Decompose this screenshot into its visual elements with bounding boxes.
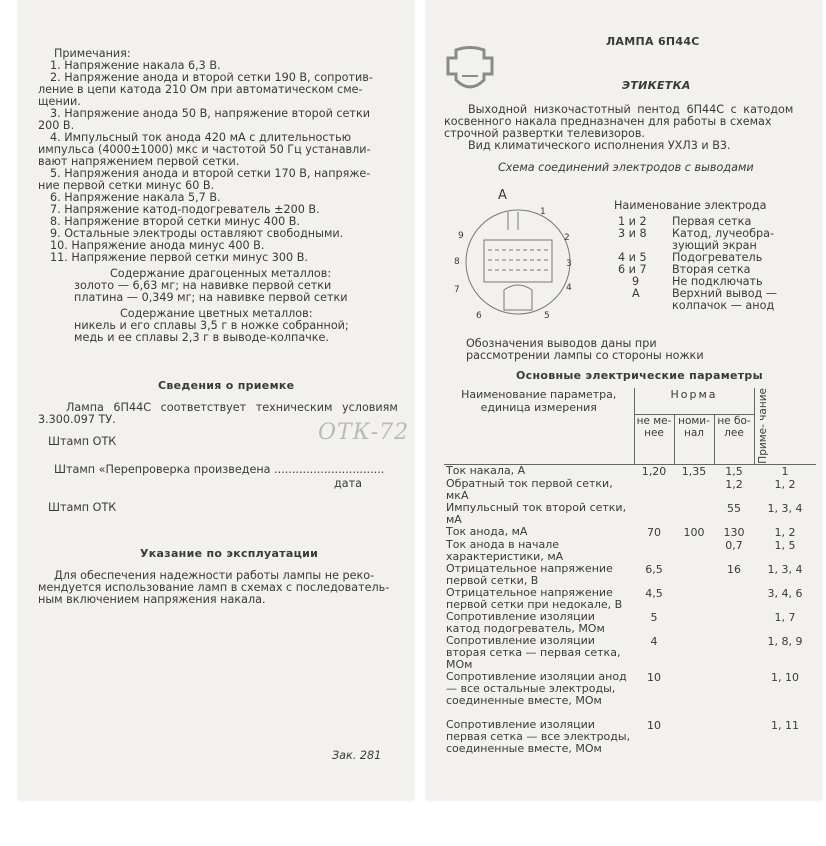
pin-note-line: Обозначения выводов даны при (466, 337, 657, 350)
header-norma: Норма (634, 388, 754, 415)
handwritten-otk: ОТК-72 (318, 420, 410, 445)
cell-max (714, 587, 754, 611)
params-table (444, 388, 816, 767)
electrode-name: Подогреватель (672, 251, 763, 264)
usage-line: Для обеспечения надежности работы лампы не реко- (54, 569, 375, 582)
electrode-name: зующий экран (672, 239, 757, 252)
cell-nom (674, 587, 714, 611)
cell-name: Сопротивление изоляции первая сетка — все электроды, соединенные вместе, МОм (446, 717, 631, 755)
electrode-pins: 9 (632, 275, 640, 288)
table-row (444, 587, 816, 611)
cell-name: Ток анода в начале характеристики, мА (446, 537, 564, 563)
intro-line: строчной развертки телевизоров. (444, 127, 645, 140)
cell-min: 4 (650, 634, 658, 648)
cell-note: 1 (781, 464, 789, 478)
cell-nom (674, 671, 714, 719)
note-line: 7. Напряжение катод-подогреватель ±200 В. (50, 203, 320, 216)
table-row (444, 563, 816, 587)
table-row (444, 539, 816, 563)
pin-label: 5 (544, 311, 550, 321)
cell-nom: 100 (683, 525, 705, 539)
table-row (444, 478, 816, 502)
cell-min: 4,5 (645, 586, 663, 600)
pin-label: 9 (458, 231, 464, 241)
note-line: вают напряжением первой сетки. (38, 155, 240, 168)
pin-note-line: рассмотрении лампы со стороны ножки (466, 349, 704, 362)
cell-note: 1, 7 (774, 610, 796, 624)
cell-max (714, 635, 754, 671)
table-row (444, 502, 816, 526)
cell-max: 0,7 (725, 538, 743, 552)
table-row (444, 464, 816, 478)
cell-name: Сопротивление изоляции вторая сетка — первая сетка, МОм (446, 633, 621, 671)
header-max: не бо- лее (714, 415, 754, 464)
order-number: Зак. 281 (332, 749, 382, 762)
header-nom: номи- нал (674, 415, 714, 464)
cell-name: Импульсный ток второй сетки, мА (446, 500, 627, 526)
cell-nom (674, 478, 714, 502)
cell-nom: 1,35 (681, 464, 707, 478)
tube-logo-icon (442, 46, 498, 96)
note-line: 10. Напряжение анода минус 400 В. (50, 239, 265, 252)
electrode-name: колпачок — анод (672, 299, 775, 312)
intro-line: Выходной низкочастотный пентод 6П44С с катодом (468, 103, 794, 116)
right-page (426, 0, 822, 800)
cell-max: 1,2 (725, 477, 743, 491)
note-line: 11. Напряжение первой сетки минус 300 В. (50, 251, 308, 264)
cell-min: 70 (647, 525, 661, 539)
cell-note: 1, 3, 4 (767, 501, 803, 515)
note-line: 1. Напряжение накала 6,3 В. (50, 59, 221, 72)
stamp-otk-2: Штамп ОТК (48, 501, 117, 514)
note-line: ление в цепи катода 210 Ом при автоматическом сме- (38, 83, 363, 96)
electrode-pins: 1 и 2 (618, 215, 647, 228)
date-label: дата (334, 477, 362, 490)
electrode-name: Первая сетка (672, 215, 752, 228)
header-min: не ме- нее (634, 415, 674, 464)
usage-title: Указание по эксплуатации (140, 547, 319, 560)
cell-note: 1, 2 (774, 525, 796, 539)
label-title: ЭТИКЕТКА (622, 79, 691, 92)
nonferrous-line: никель и его сплавы 3,5 г в ножке собранной; (74, 319, 349, 332)
cell-min (634, 539, 674, 563)
notes-title: Примечания: (54, 47, 131, 60)
cell-max: 1,5 (725, 464, 743, 478)
usage-line: мендуется использование ламп в схемах с последователь- (38, 581, 390, 594)
cell-name: Ток накала, А (446, 463, 526, 477)
pin-label: 1 (540, 207, 546, 217)
cell-name: Сопротивление изоляции катод подогреватель, МОм (446, 609, 605, 635)
precious-line: платина — 0,349 мг; на навивке первой сетки (74, 291, 348, 304)
tube-title: ЛАМПА 6П44С (606, 35, 700, 48)
cell-note: 1, 11 (771, 718, 799, 732)
electrode-name: Катод, лучеобра- (672, 227, 775, 240)
cell-name: Ток анода, мА (446, 524, 528, 538)
params-title: Основные электрические параметры (516, 369, 763, 382)
cell-nom (674, 719, 714, 767)
electrode-pins: А (632, 287, 640, 300)
cell-max: 130 (723, 525, 745, 539)
precious-title: Содержание драгоценных металлов: (110, 267, 332, 280)
cell-name: Обратный ток первой сетки, мкА (446, 476, 613, 502)
cell-max: 16 (727, 562, 741, 576)
cell-min (634, 502, 674, 526)
note-line: щении. (38, 95, 81, 108)
cell-note: 1, 2 (774, 477, 796, 491)
acceptance-line: 3.300.097 ТУ. (38, 413, 116, 426)
cell-note: 1, 10 (771, 670, 799, 684)
note-line: 2. Напряжение анода и второй сетки 190 В, сопротив- (50, 71, 373, 84)
cell-nom (674, 539, 714, 563)
note-line: импульса (4000±1000) мкс и частотой 50 Гц устанавли- (38, 143, 371, 156)
table-row (444, 611, 816, 635)
cell-min: 5 (650, 610, 658, 624)
stamp-otk: Штамп ОТК (48, 435, 117, 448)
electrode-header: Наименование электрода (614, 199, 767, 212)
acceptance-title: Сведения о приемке (158, 379, 295, 392)
pin-label: 2 (564, 233, 570, 243)
electrode-name: Вторая сетка (672, 263, 751, 276)
cell-note: 1, 5 (774, 538, 796, 552)
params-body (444, 464, 816, 767)
precious-line: золото — 6,63 мг; на навивке первой сетки (74, 279, 332, 292)
header-note-cell (754, 388, 816, 464)
cell-min: 10 (647, 670, 661, 684)
table-row (444, 526, 816, 539)
pin-label: 3 (566, 259, 572, 269)
cell-max (714, 719, 754, 767)
header-param-name: Наименование параметра, единица измерения (444, 388, 634, 464)
electrode-pins: 6 и 7 (618, 263, 647, 276)
pin-label: 6 (476, 311, 482, 321)
cell-min: 1,20 (641, 464, 667, 478)
note-line: 5. Напряжения анода и второй сетки 170 В, напряже- (50, 167, 371, 180)
cell-min: 10 (647, 718, 661, 732)
cell-note: 1, 8, 9 (767, 634, 803, 648)
cell-max (714, 611, 754, 635)
pin-diagram (448, 190, 588, 330)
table-row (444, 719, 816, 767)
intro-line: косвенного накала предназначен для работы в схемах (444, 115, 772, 128)
cell-name: Сопротивление изоляции анод — все остальные электроды, соединенные вместе, МОм (446, 669, 627, 707)
nonferrous-line: медь и ее сплавы 2,3 г в выводе-колпачке. (74, 331, 329, 344)
cell-name: Отрицательное напряжение первой сетки, В (446, 561, 613, 587)
header-note: Приме- чание (756, 388, 769, 464)
left-page (18, 0, 414, 800)
pin-label: 7 (454, 285, 460, 295)
note-line: 6. Напряжение накала 5,7 В. (50, 191, 221, 204)
note-line: 8. Напряжение второй сетки минус 400 В. (50, 215, 300, 228)
acceptance-line: Лампа 6П44С соответствует техническим условиям (66, 401, 398, 414)
cell-max (714, 671, 754, 719)
note-line: ние первой сетки минус 60 В. (38, 179, 215, 192)
nonferrous-title: Содержание цветных металлов: (120, 307, 313, 320)
note-line: 200 В. (38, 119, 75, 132)
electrode-pins: 3 и 8 (618, 227, 647, 240)
note-line: 4. Импульсный ток анода 420 мА с длительностью (50, 131, 352, 144)
anode-letter: А (498, 188, 507, 203)
electrode-pins: 4 и 5 (618, 251, 647, 264)
usage-line: ным включением напряжения накала. (38, 593, 266, 606)
cell-note: 3, 4, 6 (767, 586, 803, 600)
note-line: 9. Остальные электроды оставляют свободными. (50, 227, 344, 240)
pin-label: 8 (454, 257, 460, 267)
cell-min: 6,5 (645, 562, 663, 576)
cell-min (634, 478, 674, 502)
electrode-name: Верхний вывод — (672, 287, 778, 300)
intro-line: Вид климатического исполнения УХЛ3 и В3. (468, 139, 731, 152)
cell-max: 55 (727, 501, 741, 515)
cell-nom (674, 502, 714, 526)
cell-nom (674, 611, 714, 635)
note-line: 3. Напряжение анода 50 В, напряжение второй сетки (50, 107, 370, 120)
electrode-name: Не подключать (672, 275, 763, 288)
cell-nom (674, 635, 714, 671)
pin-label: 4 (566, 283, 572, 293)
diagram-title: Схема соединений электродов с выводами (498, 161, 754, 174)
cell-note: 1, 3, 4 (767, 562, 803, 576)
stamp-recheck: Штамп «Перепроверка произведена ............................... (54, 463, 385, 476)
table-row (444, 671, 816, 719)
table-row (444, 635, 816, 671)
cell-nom (674, 563, 714, 587)
cell-name: Отрицательное напряжение первой сетки при недокале, В (446, 585, 623, 611)
